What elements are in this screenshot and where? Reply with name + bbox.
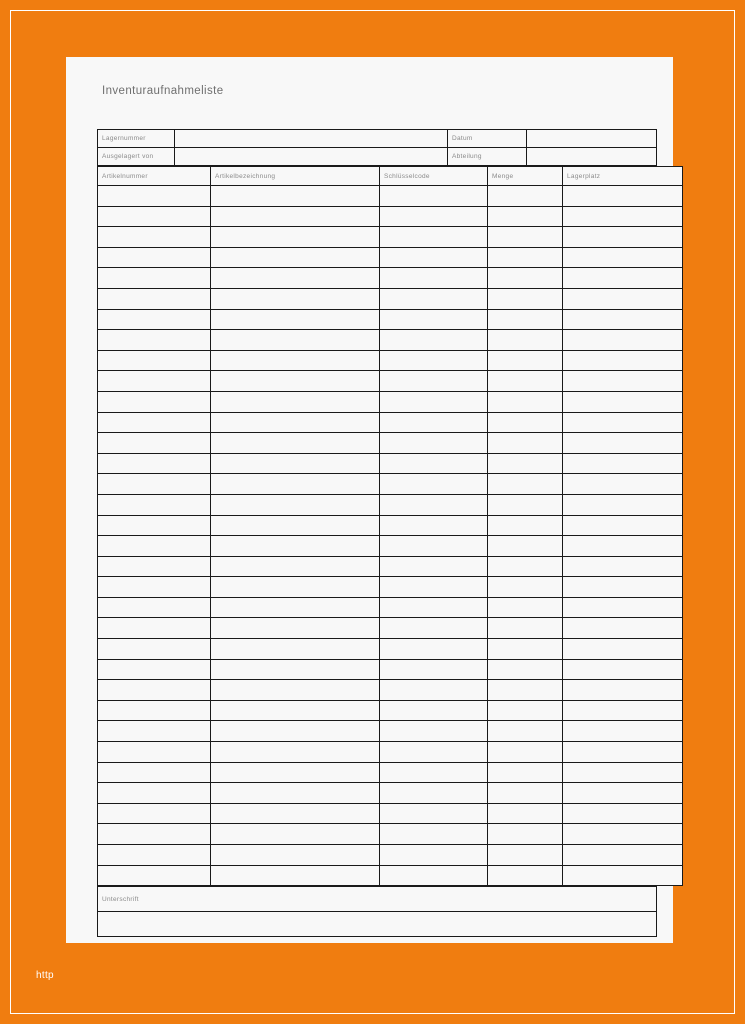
table-cell-menge[interactable]: [488, 412, 563, 433]
table-cell-menge[interactable]: [488, 350, 563, 371]
table-cell-artikelnummer[interactable]: [98, 494, 211, 515]
header-row-2: [98, 148, 657, 166]
table-cell-menge[interactable]: [488, 288, 563, 309]
table-cell-schlusselcode[interactable]: [380, 577, 488, 598]
table-cell-artikelbezeichnung[interactable]: [211, 391, 380, 412]
table-cell-menge[interactable]: [488, 577, 563, 598]
table-cell-menge[interactable]: [488, 597, 563, 618]
table-cell-artikelnummer[interactable]: [98, 474, 211, 495]
page-title: Inventuraufnahmeliste: [102, 85, 224, 97]
table-cell-menge[interactable]: [488, 268, 563, 289]
table-cell-artikelnummer[interactable]: [98, 433, 211, 454]
table-row: [98, 597, 683, 618]
table-cell-artikelbezeichnung[interactable]: [211, 536, 380, 557]
table-cell-schlusselcode[interactable]: [380, 186, 488, 207]
table-row: [98, 371, 683, 392]
table-cell-lagerplatz[interactable]: [563, 680, 683, 701]
column-header-menge: Menge: [488, 167, 563, 186]
table-cell-schlusselcode[interactable]: [380, 247, 488, 268]
signature-label: Unterschrift: [98, 887, 657, 912]
table-cell-lagerplatz[interactable]: [563, 700, 683, 721]
table-cell-menge[interactable]: [488, 783, 563, 804]
table-cell-menge[interactable]: [488, 680, 563, 701]
table-cell-schlusselcode[interactable]: [380, 288, 488, 309]
signature-input-line[interactable]: [98, 912, 657, 937]
table-cell-menge[interactable]: [488, 659, 563, 680]
table-cell-lagerplatz[interactable]: [563, 659, 683, 680]
table-cell-artikelnummer[interactable]: [98, 639, 211, 660]
field-value-abteilung[interactable]: [527, 148, 657, 166]
table-cell-schlusselcode[interactable]: [380, 494, 488, 515]
table-row: [98, 227, 683, 248]
table-cell-schlusselcode[interactable]: [380, 206, 488, 227]
table-cell-artikelnummer[interactable]: [98, 659, 211, 680]
table-cell-schlusselcode[interactable]: [380, 742, 488, 763]
table-cell-artikelbezeichnung[interactable]: [211, 597, 380, 618]
table-row: [98, 474, 683, 495]
table-cell-menge[interactable]: [488, 721, 563, 742]
table-cell-lagerplatz[interactable]: [563, 433, 683, 454]
table-cell-artikelnummer[interactable]: [98, 536, 211, 557]
table-header-row: [98, 167, 683, 186]
table-cell-menge[interactable]: [488, 618, 563, 639]
table-cell-menge[interactable]: [488, 762, 563, 783]
table-cell-lagerplatz[interactable]: [563, 474, 683, 495]
table-cell-schlusselcode[interactable]: [380, 721, 488, 742]
table-cell-menge[interactable]: [488, 494, 563, 515]
table-cell-artikelnummer[interactable]: [98, 371, 211, 392]
table-cell-artikelbezeichnung[interactable]: [211, 618, 380, 639]
table-row: [98, 824, 683, 845]
table-cell-lagerplatz[interactable]: [563, 783, 683, 804]
table-cell-artikelbezeichnung[interactable]: [211, 247, 380, 268]
table-cell-menge[interactable]: [488, 391, 563, 412]
table-cell-menge[interactable]: [488, 803, 563, 824]
table-cell-menge[interactable]: [488, 865, 563, 886]
table-row: [98, 453, 683, 474]
table-cell-lagerplatz[interactable]: [563, 206, 683, 227]
inventory-table-head: [98, 167, 683, 186]
table-cell-artikelnummer[interactable]: [98, 577, 211, 598]
table-row: [98, 721, 683, 742]
table-cell-lagerplatz[interactable]: [563, 309, 683, 330]
table-cell-artikelbezeichnung[interactable]: [211, 742, 380, 763]
table-cell-artikelbezeichnung[interactable]: [211, 309, 380, 330]
table-cell-artikelbezeichnung[interactable]: [211, 371, 380, 392]
table-cell-artikelnummer[interactable]: [98, 206, 211, 227]
table-cell-menge[interactable]: [488, 227, 563, 248]
table-row: [98, 433, 683, 454]
table-row: [98, 268, 683, 289]
table-cell-schlusselcode[interactable]: [380, 824, 488, 845]
table-cell-schlusselcode[interactable]: [380, 556, 488, 577]
table-row: [98, 206, 683, 227]
table-row: [98, 556, 683, 577]
table-row: [98, 700, 683, 721]
table-cell-menge[interactable]: [488, 309, 563, 330]
table-row: [98, 742, 683, 763]
table-cell-artikelbezeichnung[interactable]: [211, 494, 380, 515]
table-cell-artikelnummer[interactable]: [98, 762, 211, 783]
table-cell-artikelbezeichnung[interactable]: [211, 268, 380, 289]
table-cell-menge[interactable]: [488, 845, 563, 866]
table-cell-artikelnummer[interactable]: [98, 268, 211, 289]
table-cell-menge[interactable]: [488, 474, 563, 495]
table-cell-artikelbezeichnung[interactable]: [211, 453, 380, 474]
table-cell-artikelbezeichnung[interactable]: [211, 515, 380, 536]
table-cell-artikelnummer[interactable]: [98, 350, 211, 371]
table-cell-menge[interactable]: [488, 247, 563, 268]
table-cell-menge[interactable]: [488, 330, 563, 351]
table-cell-artikelbezeichnung[interactable]: [211, 721, 380, 742]
table-cell-menge[interactable]: [488, 536, 563, 557]
table-cell-schlusselcode[interactable]: [380, 227, 488, 248]
field-value-ausgelagert-von[interactable]: [175, 148, 448, 166]
table-cell-menge[interactable]: [488, 639, 563, 660]
table-cell-lagerplatz[interactable]: [563, 556, 683, 577]
table-row: [98, 247, 683, 268]
table-cell-schlusselcode[interactable]: [380, 700, 488, 721]
table-cell-artikelnummer[interactable]: [98, 247, 211, 268]
table-cell-schlusselcode[interactable]: [380, 433, 488, 454]
table-cell-lagerplatz[interactable]: [563, 824, 683, 845]
field-label-datum: Datum: [448, 130, 527, 148]
table-cell-lagerplatz[interactable]: [563, 865, 683, 886]
table-cell-lagerplatz[interactable]: [563, 186, 683, 207]
table-cell-artikelnummer[interactable]: [98, 865, 211, 886]
table-cell-lagerplatz[interactable]: [563, 762, 683, 783]
column-header-artikelnummer: Artikelnummer: [98, 167, 211, 186]
table-cell-artikelnummer[interactable]: [98, 453, 211, 474]
table-cell-artikelbezeichnung[interactable]: [211, 227, 380, 248]
table-row: [98, 309, 683, 330]
table-cell-schlusselcode[interactable]: [380, 803, 488, 824]
table-row: [98, 783, 683, 804]
table-cell-menge[interactable]: [488, 742, 563, 763]
table-cell-lagerplatz[interactable]: [563, 412, 683, 433]
table-cell-menge[interactable]: [488, 186, 563, 207]
table-cell-menge[interactable]: [488, 824, 563, 845]
table-cell-schlusselcode[interactable]: [380, 453, 488, 474]
table-cell-schlusselcode[interactable]: [380, 515, 488, 536]
table-cell-artikelbezeichnung[interactable]: [211, 783, 380, 804]
table-row: [98, 350, 683, 371]
table-row: [98, 865, 683, 886]
table-cell-menge[interactable]: [488, 433, 563, 454]
table-cell-schlusselcode[interactable]: [380, 762, 488, 783]
table-cell-artikelnummer[interactable]: [98, 186, 211, 207]
table-cell-lagerplatz[interactable]: [563, 494, 683, 515]
table-cell-artikelbezeichnung[interactable]: [211, 659, 380, 680]
table-cell-artikelbezeichnung[interactable]: [211, 474, 380, 495]
table-cell-artikelbezeichnung[interactable]: [211, 412, 380, 433]
table-cell-schlusselcode[interactable]: [380, 268, 488, 289]
table-cell-schlusselcode[interactable]: [380, 412, 488, 433]
table-cell-lagerplatz[interactable]: [563, 391, 683, 412]
table-cell-menge[interactable]: [488, 453, 563, 474]
table-cell-artikelbezeichnung[interactable]: [211, 206, 380, 227]
table-row: [98, 515, 683, 536]
table-cell-artikelnummer[interactable]: [98, 680, 211, 701]
table-cell-schlusselcode[interactable]: [380, 309, 488, 330]
table-cell-schlusselcode[interactable]: [380, 391, 488, 412]
table-cell-artikelbezeichnung[interactable]: [211, 288, 380, 309]
table-cell-lagerplatz[interactable]: [563, 227, 683, 248]
table-cell-artikelnummer[interactable]: [98, 845, 211, 866]
table-cell-artikelbezeichnung[interactable]: [211, 680, 380, 701]
footer-url: http: [36, 970, 54, 981]
table-cell-schlusselcode[interactable]: [380, 783, 488, 804]
table-cell-artikelnummer[interactable]: [98, 515, 211, 536]
table-cell-lagerplatz[interactable]: [563, 845, 683, 866]
field-value-datum[interactable]: [527, 130, 657, 148]
table-cell-artikelnummer[interactable]: [98, 412, 211, 433]
table-cell-schlusselcode[interactable]: [380, 639, 488, 660]
table-cell-lagerplatz[interactable]: [563, 721, 683, 742]
table-cell-artikelnummer[interactable]: [98, 824, 211, 845]
table-row: [98, 659, 683, 680]
table-cell-schlusselcode[interactable]: [380, 330, 488, 351]
table-cell-lagerplatz[interactable]: [563, 577, 683, 598]
table-cell-artikelbezeichnung[interactable]: [211, 577, 380, 598]
column-header-lagerplatz: Lagerplatz: [563, 167, 683, 186]
table-row: [98, 412, 683, 433]
table-cell-lagerplatz[interactable]: [563, 330, 683, 351]
table-cell-lagerplatz[interactable]: [563, 288, 683, 309]
table-cell-menge[interactable]: [488, 515, 563, 536]
table-cell-lagerplatz[interactable]: [563, 247, 683, 268]
field-label-lagernummer: Lagernummer: [98, 130, 175, 148]
table-cell-lagerplatz[interactable]: [563, 639, 683, 660]
table-row: [98, 391, 683, 412]
signature-line-row: [98, 912, 657, 937]
table-row: [98, 186, 683, 207]
table-cell-schlusselcode[interactable]: [380, 371, 488, 392]
table-cell-artikelnummer[interactable]: [98, 556, 211, 577]
table-cell-lagerplatz[interactable]: [563, 371, 683, 392]
table-cell-artikelbezeichnung[interactable]: [211, 865, 380, 886]
inventory-table-body: [98, 186, 683, 886]
table-cell-menge[interactable]: [488, 700, 563, 721]
table-row: [98, 288, 683, 309]
field-value-lagernummer[interactable]: [175, 130, 448, 148]
column-header-artikelbezeichnung: Artikelbezeichnung: [211, 167, 380, 186]
table-cell-artikelbezeichnung[interactable]: [211, 556, 380, 577]
table-cell-artikelnummer[interactable]: [98, 742, 211, 763]
document-content: [97, 71, 657, 937]
table-row: [98, 845, 683, 866]
table-row: [98, 494, 683, 515]
table-row: [98, 577, 683, 598]
field-label-abteilung: Abteilung: [448, 148, 527, 166]
table-cell-artikelnummer[interactable]: [98, 227, 211, 248]
table-cell-lagerplatz[interactable]: [563, 453, 683, 474]
signature-label-row: [98, 887, 657, 912]
table-cell-artikelnummer[interactable]: [98, 330, 211, 351]
table-cell-artikelnummer[interactable]: [98, 700, 211, 721]
table-row: [98, 803, 683, 824]
table-row: [98, 618, 683, 639]
table-cell-schlusselcode[interactable]: [380, 350, 488, 371]
table-cell-schlusselcode[interactable]: [380, 536, 488, 557]
table-cell-menge[interactable]: [488, 206, 563, 227]
table-cell-artikelbezeichnung[interactable]: [211, 824, 380, 845]
table-cell-lagerplatz[interactable]: [563, 536, 683, 557]
table-cell-artikelbezeichnung[interactable]: [211, 433, 380, 454]
table-cell-artikelbezeichnung[interactable]: [211, 803, 380, 824]
document-paper: [66, 57, 673, 943]
table-row: [98, 680, 683, 701]
table-cell-artikelnummer[interactable]: [98, 391, 211, 412]
column-header-schluesselcode: Schlüsselcode: [380, 167, 488, 186]
signature-block: [97, 886, 657, 937]
table-cell-schlusselcode[interactable]: [380, 618, 488, 639]
table-cell-artikelbezeichnung[interactable]: [211, 639, 380, 660]
table-cell-lagerplatz[interactable]: [563, 742, 683, 763]
table-cell-artikelnummer[interactable]: [98, 803, 211, 824]
field-label-ausgelagert-von: Ausgelagert von: [98, 148, 175, 166]
table-cell-lagerplatz[interactable]: [563, 350, 683, 371]
table-row: [98, 330, 683, 351]
header-fields-block: [97, 129, 657, 166]
table-cell-artikelnummer[interactable]: [98, 597, 211, 618]
table-cell-schlusselcode[interactable]: [380, 680, 488, 701]
table-cell-menge[interactable]: [488, 371, 563, 392]
table-cell-artikelbezeichnung[interactable]: [211, 186, 380, 207]
table-cell-artikelbezeichnung[interactable]: [211, 330, 380, 351]
table-cell-schlusselcode[interactable]: [380, 845, 488, 866]
table-cell-lagerplatz[interactable]: [563, 597, 683, 618]
table-cell-artikelbezeichnung[interactable]: [211, 845, 380, 866]
table-cell-lagerplatz[interactable]: [563, 803, 683, 824]
table-cell-schlusselcode[interactable]: [380, 474, 488, 495]
inventory-table: [97, 166, 683, 886]
table-row: [98, 536, 683, 557]
header-fields-table: [97, 129, 657, 166]
table-cell-schlusselcode[interactable]: [380, 659, 488, 680]
table-cell-menge[interactable]: [488, 556, 563, 577]
table-cell-artikelbezeichnung[interactable]: [211, 762, 380, 783]
table-cell-lagerplatz[interactable]: [563, 515, 683, 536]
table-row: [98, 762, 683, 783]
table-cell-artikelnummer[interactable]: [98, 783, 211, 804]
table-cell-artikelbezeichnung[interactable]: [211, 350, 380, 371]
table-row: [98, 639, 683, 660]
table-cell-schlusselcode[interactable]: [380, 597, 488, 618]
header-row-1: [98, 130, 657, 148]
table-cell-artikelnummer[interactable]: [98, 288, 211, 309]
table-cell-artikelnummer[interactable]: [98, 721, 211, 742]
table-cell-artikelnummer[interactable]: [98, 618, 211, 639]
table-cell-lagerplatz[interactable]: [563, 618, 683, 639]
table-cell-artikelnummer[interactable]: [98, 309, 211, 330]
table-cell-lagerplatz[interactable]: [563, 268, 683, 289]
table-cell-schlusselcode[interactable]: [380, 865, 488, 886]
table-cell-artikelbezeichnung[interactable]: [211, 700, 380, 721]
